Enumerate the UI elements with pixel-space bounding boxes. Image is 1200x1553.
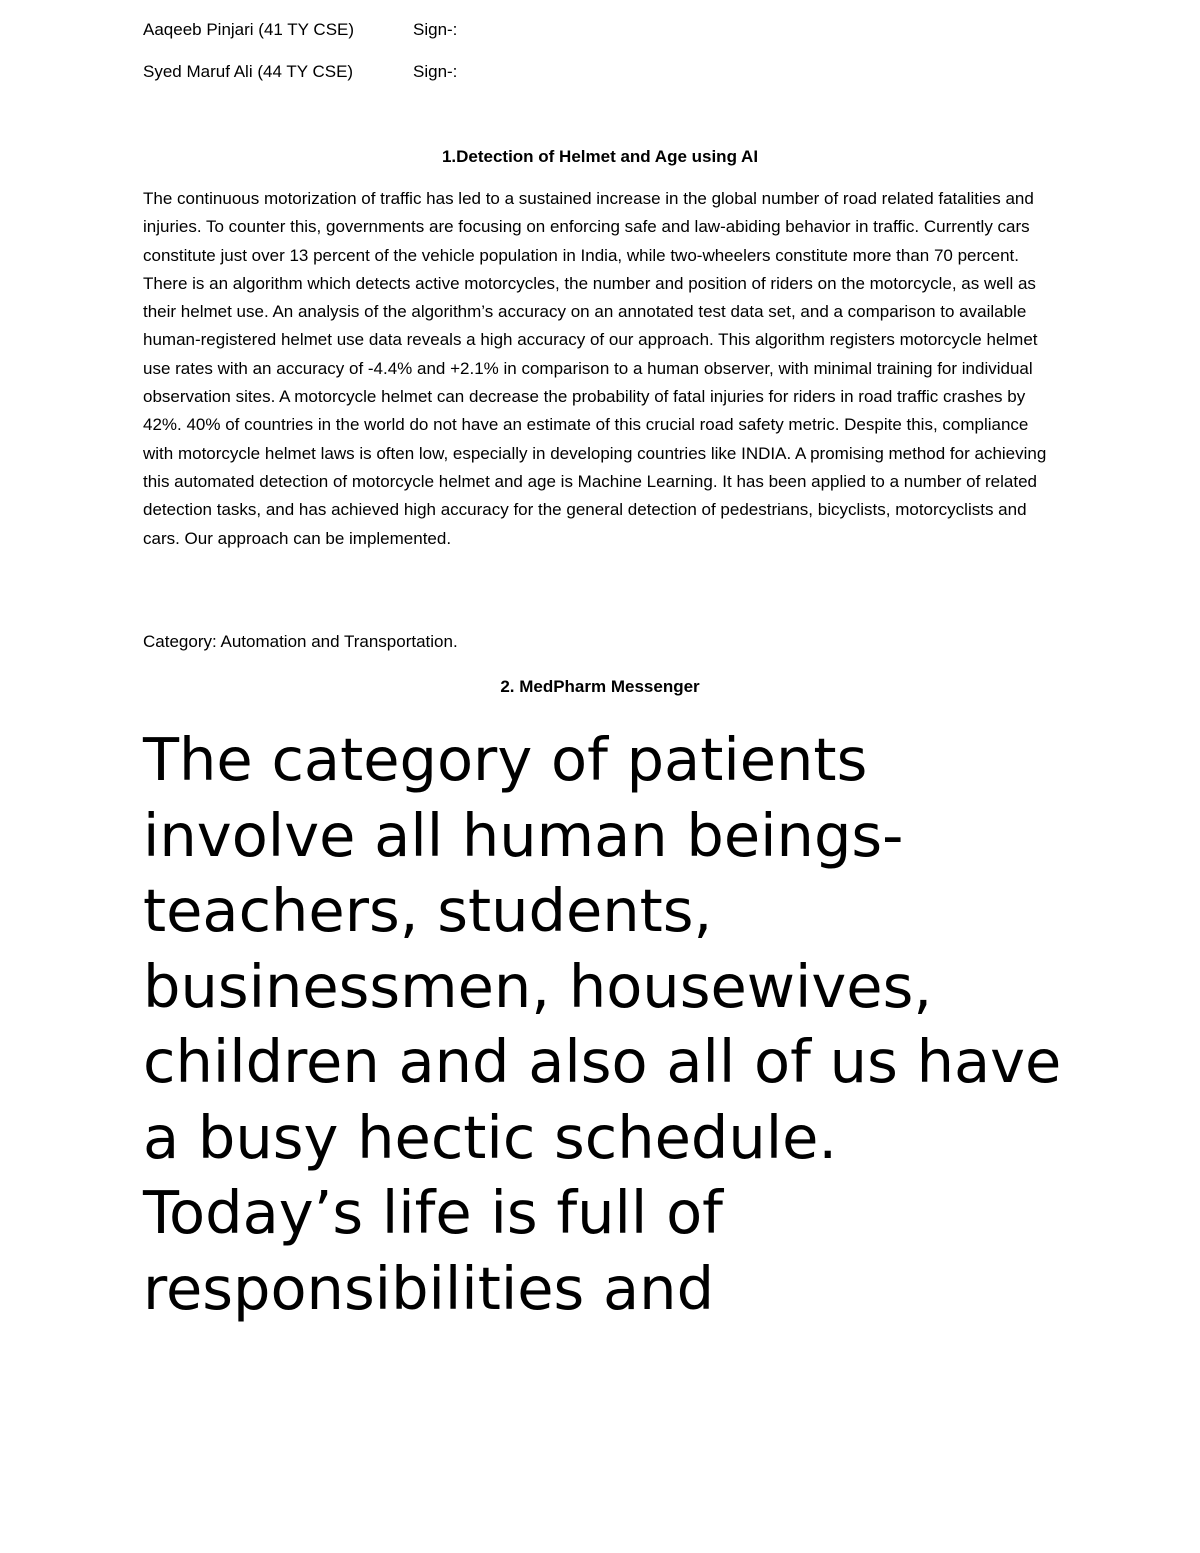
- signature-row-1: [143, 20, 457, 40]
- student-name: Syed Maruf Ali (44 TY CSE): [143, 62, 354, 81]
- student-name: Aaqeeb Pinjari (41 TY CSE): [143, 20, 355, 39]
- sign-label: Sign-:: [413, 20, 458, 39]
- section-1-title: 1.Detection of Helmet and Age using AI: [441, 147, 759, 166]
- section-2-title: 2. MedPharm Messenger: [500, 677, 700, 696]
- signature-row-2: [143, 62, 457, 82]
- section-1-category: Category: Automation and Transportation.: [143, 632, 458, 651]
- section-2-body: The category of patients involve all human beings- teachers, students, businessmen, housewives, children and also all of us have a busy hectic schedule. Today’s life is full of responsibilities and: [143, 725, 1062, 1323]
- sign-label: Sign-:: [413, 62, 458, 81]
- section-1-body: The continuous motorization of traffic has led to a sustained increase in the global number of road related fatalities and injuries. To counter this, governments are focusing on enforcing safe and law-abiding behavior in traffic. Currently cars constitute just over 13 percent of the vehicle population in India, while two-wheelers constitute more than 70 percent. There is an algorithm which detects active motorcycles, the number and position of riders on the motorcycle, as well as their helmet use. An analysis of the algorithm’s accuracy on an annotated test data set, and a comparison to available human-registered helmet use data reveals a high accuracy of our approach. This algorithm registers motorcycle helmet use rates with an accuracy of -4.4% and +2.1% in comparison to a human observer, with minimal training for individual observation sites. A motorcycle helmet can decrease the probability of fatal injuries for riders in road traffic crashes by 42%. 40% of countries in the world do not have an estimate of this crucial road safety metric. Despite this, compliance with motorcycle helmet laws is often low, especially in developing countries like INDIA. A promising method for achieving this automated detection of motorcycle helmet and age is Machine Learning. It has been applied to a number of related detection tasks, and has achieved high accuracy for the general detection of pedestrians, bicyclists, motorcyclists and cars. Our approach can be implemented.: [143, 189, 1047, 548]
